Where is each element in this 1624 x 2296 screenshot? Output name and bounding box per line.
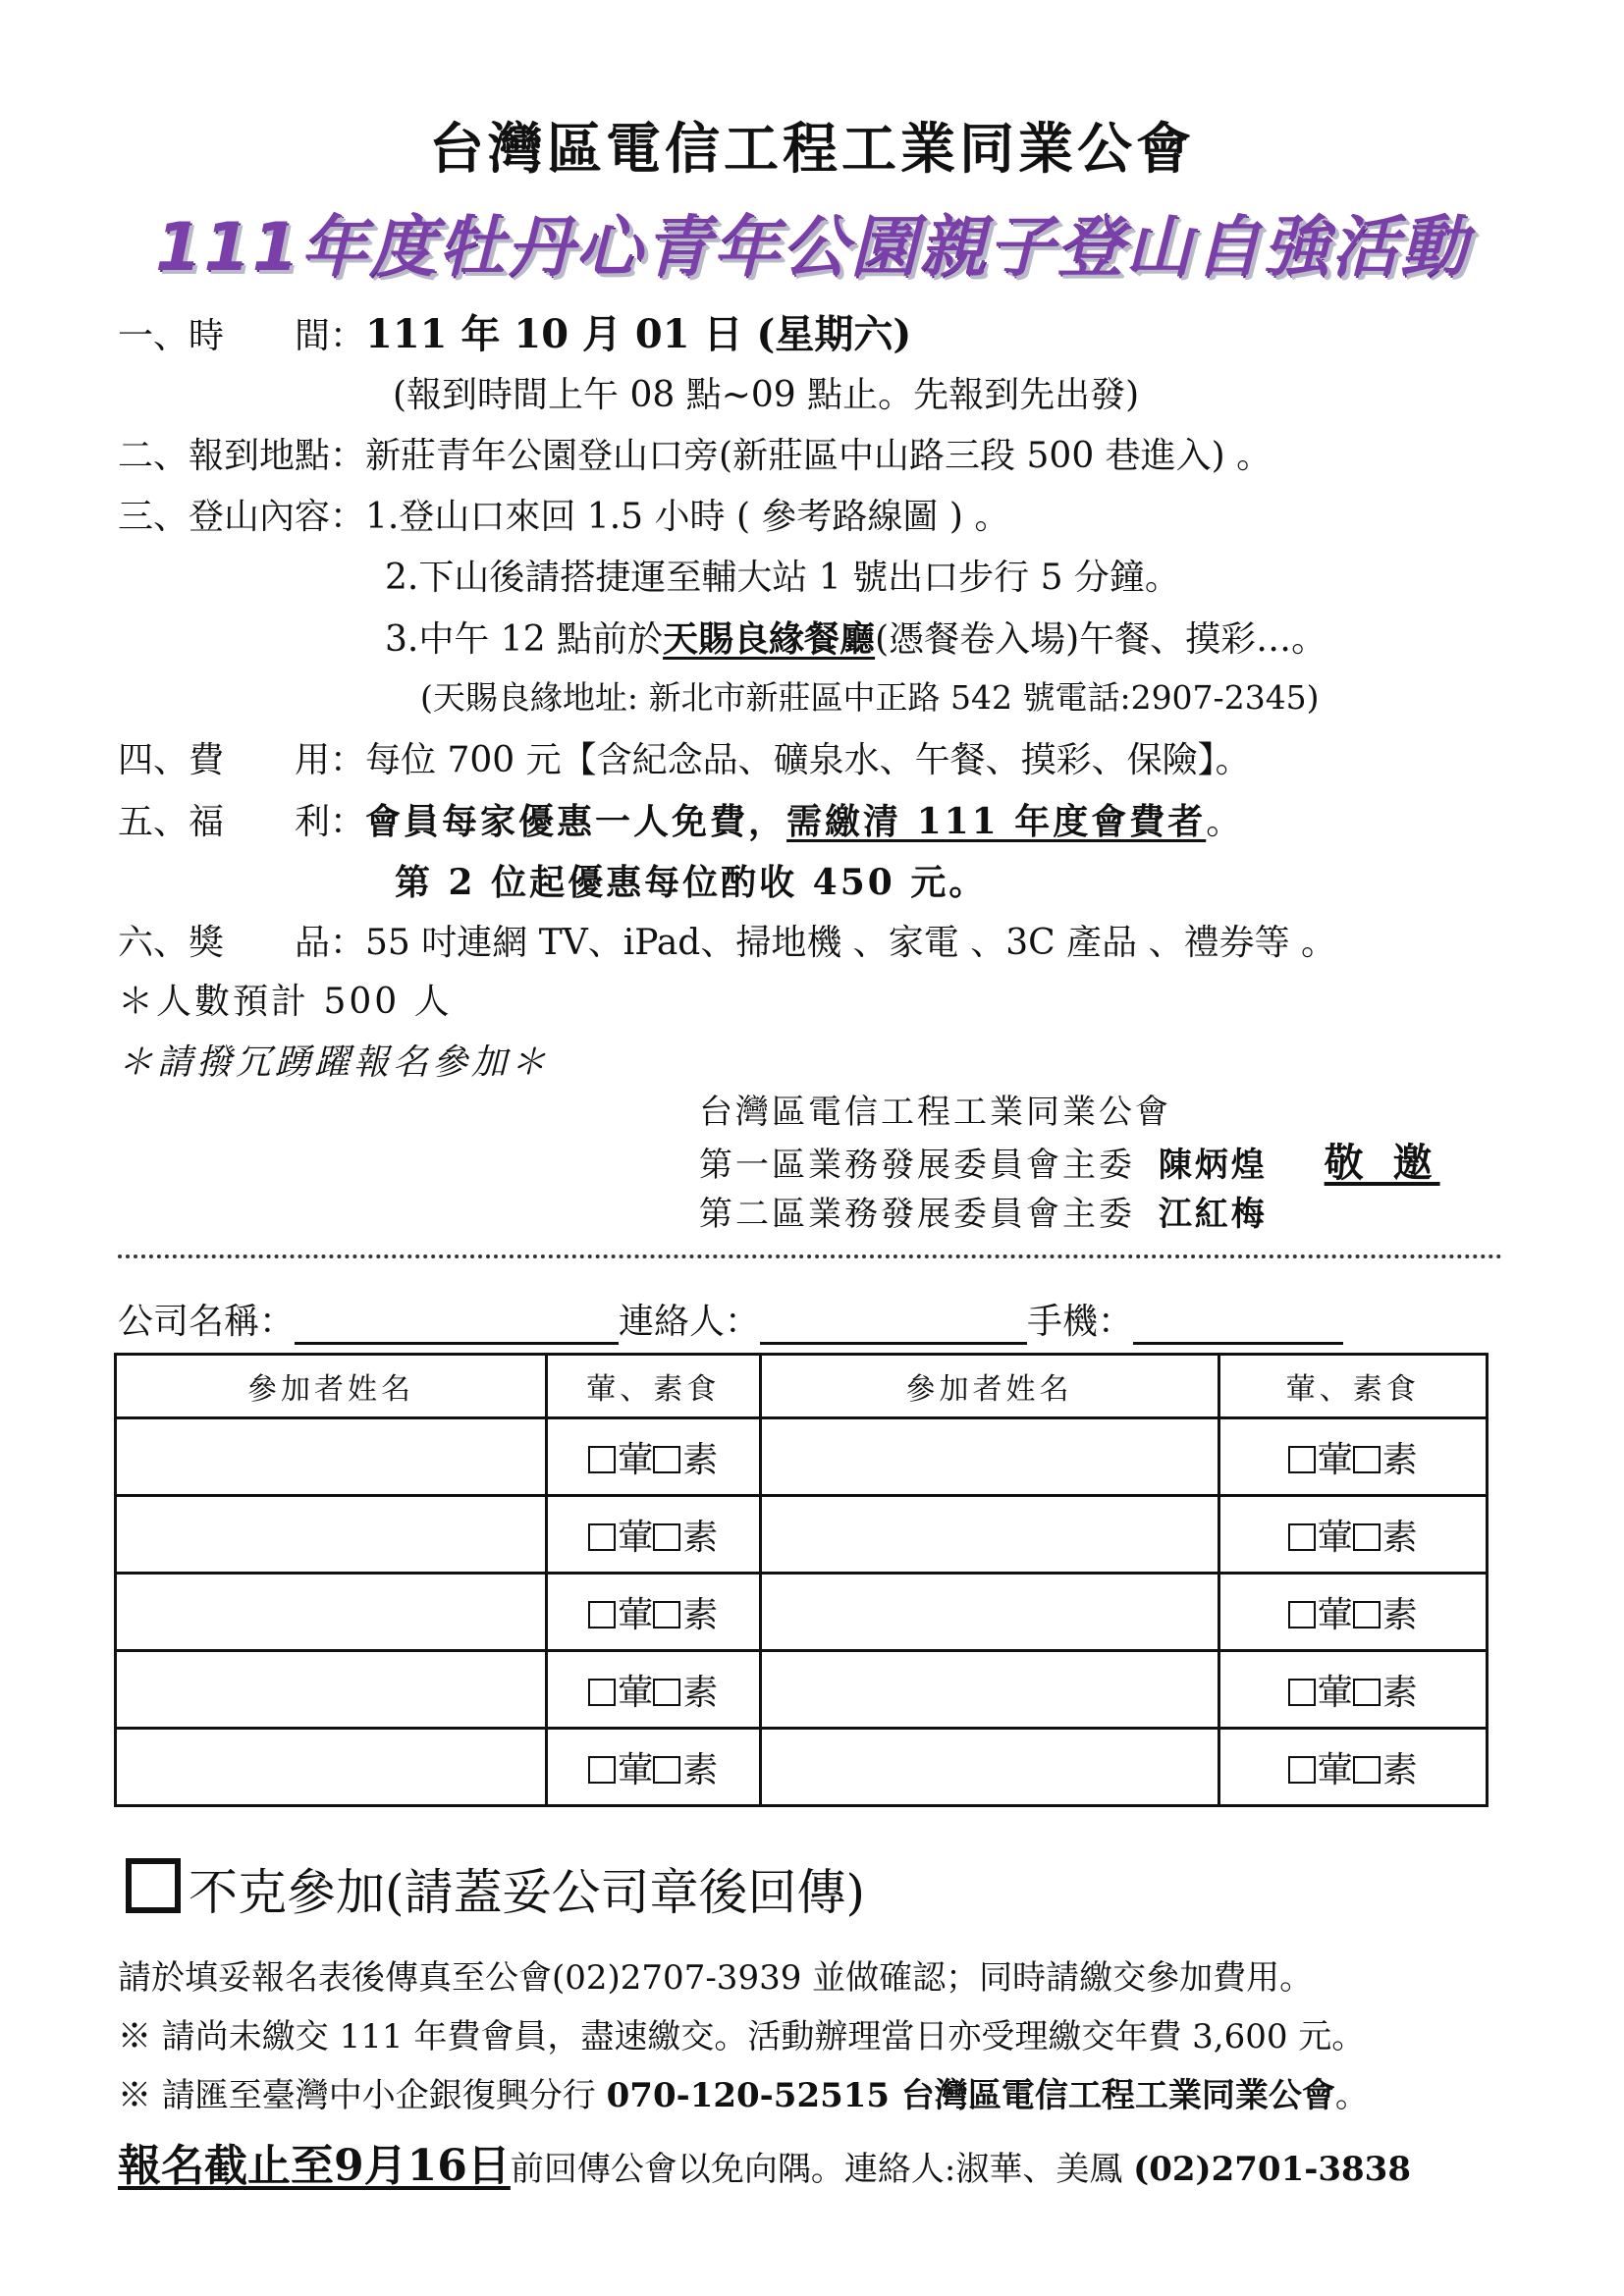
- participant-name-cell[interactable]: [116, 1729, 547, 1806]
- content-3-post: (憑餐卷入場)午餐、摸彩…。: [875, 619, 1327, 660]
- form-fields: [118, 1300, 1343, 1345]
- content-label: 三、登山內容：: [118, 497, 366, 537]
- table-row: [116, 1729, 1488, 1806]
- meat-label: 葷: [1317, 1749, 1353, 1790]
- benefit-requirement: 需繳清 111 年度會費者: [786, 801, 1207, 842]
- veg-label: 素: [1381, 1594, 1418, 1635]
- meat-label: 葷: [618, 1517, 654, 1558]
- prize-value: 55 吋連網 TV、iPad、掃地機 、家電 、3C 產品 、禮券等 。: [365, 923, 1337, 963]
- time-value: 111 年 10 月 01 日 (星期六): [365, 311, 912, 357]
- meat-label: 葷: [1317, 1439, 1353, 1480]
- contact-phone: (02)2701-3838: [1133, 2150, 1411, 2189]
- diet-cell: [546, 1729, 760, 1806]
- diet-cell: [546, 1418, 760, 1496]
- veg-label: 素: [1381, 1672, 1418, 1713]
- table-row: [116, 1418, 1488, 1496]
- prize-label: 六、獎 品：: [118, 923, 366, 963]
- meat-checkbox[interactable]: [1288, 1601, 1316, 1629]
- decline-label: 不克參加(請蓋妥公司章後回傳): [189, 1864, 866, 1921]
- cut-line: [118, 1255, 1502, 1258]
- registration-table: [114, 1353, 1489, 1807]
- signature-line-2: [699, 1192, 1268, 1237]
- decline-option: [126, 1853, 865, 1924]
- deadline-note: [118, 2130, 1411, 2193]
- content-3-pre: 3.中午 12 點前於: [385, 619, 664, 660]
- fee-value: 每位 700 元【含紀念品、礦泉水、午餐、摸彩、保險】。: [365, 740, 1251, 780]
- meat-label: 葷: [618, 1439, 654, 1480]
- diet-cell: [1218, 1729, 1488, 1806]
- meat-checkbox[interactable]: [588, 1446, 616, 1473]
- headcount: ＊人數預計 500 人: [118, 982, 453, 1022]
- veg-checkbox[interactable]: [653, 1601, 680, 1629]
- participant-name-cell[interactable]: [760, 1418, 1218, 1496]
- deadline-text: 前回傳公會以免向隅。連絡人:淑華、美鳳: [510, 2150, 1134, 2189]
- veg-checkbox[interactable]: [653, 1756, 680, 1784]
- item-time: [118, 312, 911, 359]
- benefit-end: 。: [1206, 802, 1242, 842]
- event-title: 111年度牡丹心青年公園親子登山自強活動: [155, 209, 1469, 287]
- diet-cell: [546, 1496, 760, 1574]
- mobile-field[interactable]: [1133, 1307, 1343, 1345]
- diet-cell: [546, 1574, 760, 1651]
- invitation: ＊請撥冗踴躍報名參加＊: [118, 1042, 551, 1083]
- diet-cell: [1218, 1418, 1488, 1496]
- diet-cell: [1218, 1496, 1488, 1574]
- participant-name-cell[interactable]: [760, 1729, 1218, 1806]
- meat-label: 葷: [1317, 1672, 1353, 1713]
- meat-checkbox[interactable]: [1288, 1523, 1316, 1551]
- meat-checkbox[interactable]: [588, 1756, 616, 1784]
- company-label: 公司名稱：: [118, 1302, 296, 1342]
- table-row: [116, 1574, 1488, 1651]
- veg-checkbox[interactable]: [653, 1446, 680, 1473]
- table-row: [116, 1496, 1488, 1574]
- meat-checkbox[interactable]: [588, 1679, 616, 1706]
- dues-note: ※ 請尚未繳交 111 年費會員，盡速繳交。活動辦理當日亦受理繳交年費 3,600 元。: [118, 2017, 1366, 2056]
- invitation-respectfully: 敬 邀: [1324, 1140, 1440, 1186]
- bank-note-end: 。: [1334, 2076, 1369, 2115]
- contact-field[interactable]: [760, 1307, 1027, 1345]
- signature-role-1: 第一區業務發展委員會主委: [699, 1146, 1135, 1185]
- fax-note: 請於填妥報名表後傳真至公會(02)2707-3939 並做確認；同時請繳交參加費用。: [118, 1958, 1314, 1998]
- veg-checkbox[interactable]: [1353, 1446, 1380, 1473]
- time-label: 一、時 間：: [118, 316, 366, 356]
- item-place: [118, 434, 1272, 479]
- item-fee: [118, 738, 1251, 783]
- veg-checkbox[interactable]: [653, 1679, 680, 1706]
- benefit-line-2: 第 2 位起優惠每位酌收 450 元。: [395, 862, 988, 903]
- participant-name-cell[interactable]: [116, 1574, 547, 1651]
- diet-cell: [1218, 1651, 1488, 1729]
- veg-checkbox[interactable]: [653, 1523, 680, 1551]
- veg-label: 素: [1381, 1439, 1418, 1480]
- diet-cell: [546, 1651, 760, 1729]
- content-line-2: 2.下山後請搭捷運至輔大站 1 號出口步行 5 分鐘。: [385, 558, 1180, 598]
- place-value: 新莊青年公園登山口旁(新莊區中山路三段 500 巷進入) 。: [365, 436, 1272, 476]
- signature-name-1: 陳炳煌: [1158, 1146, 1268, 1185]
- header-participant-name: 參加者姓名: [760, 1355, 1218, 1418]
- signature-org: 台灣區電信工程工業同業公會: [699, 1093, 1171, 1132]
- header-participant-name: 參加者姓名: [116, 1355, 547, 1418]
- contact-label: 連絡人：: [619, 1302, 761, 1342]
- time-note: (報到時間上午 08 點~09 點止。先報到先出發): [393, 375, 1140, 415]
- veg-label: 素: [682, 1594, 719, 1635]
- meat-label: 葷: [618, 1672, 654, 1713]
- signature-name-2: 江紅梅: [1158, 1195, 1268, 1234]
- organization-title: 台灣區電信工程工業同業公會: [429, 118, 1195, 182]
- table-row: [116, 1651, 1488, 1729]
- benefit-line-1: 會員每家優惠一人免費，: [365, 801, 787, 842]
- participant-name-cell[interactable]: [116, 1418, 547, 1496]
- meat-checkbox[interactable]: [1288, 1679, 1316, 1706]
- participant-name-cell[interactable]: [116, 1651, 547, 1729]
- meat-checkbox[interactable]: [1288, 1446, 1316, 1473]
- header-diet: 葷、素食: [546, 1355, 760, 1418]
- meat-label: 葷: [1317, 1594, 1353, 1635]
- deadline-date: 報名截止至9月16日: [118, 2141, 511, 2191]
- venue-name: 天賜良緣餐廳: [663, 618, 876, 660]
- meat-label: 葷: [1317, 1517, 1353, 1558]
- participant-name-cell[interactable]: [760, 1574, 1218, 1651]
- participant-name-cell[interactable]: [760, 1651, 1218, 1729]
- veg-checkbox[interactable]: [1353, 1756, 1380, 1784]
- veg-label: 素: [682, 1672, 719, 1713]
- meat-label: 葷: [618, 1594, 654, 1635]
- signature-role-2: 第二區業務發展委員會主委: [699, 1195, 1135, 1234]
- benefit-label: 五、福 利：: [118, 802, 366, 842]
- item-benefit: [118, 799, 1241, 845]
- company-field[interactable]: [295, 1307, 619, 1345]
- fee-label: 四、費 用：: [118, 740, 366, 780]
- veg-checkbox[interactable]: [1353, 1601, 1380, 1629]
- signature-line-1: [699, 1141, 1440, 1188]
- table-header-row: [116, 1355, 1488, 1418]
- veg-label: 素: [682, 1439, 719, 1480]
- veg-checkbox[interactable]: [1353, 1679, 1380, 1706]
- bank-account: 070-120-52515 台灣區電信工程工業同業公會: [606, 2076, 1335, 2115]
- bank-note-pre: ※ 請匯至臺灣中小企銀復興分行: [118, 2076, 607, 2115]
- item-prize: [118, 921, 1336, 966]
- item-content: [118, 495, 1009, 540]
- veg-label: 素: [1381, 1517, 1418, 1558]
- participant-name-cell[interactable]: [760, 1496, 1218, 1574]
- diet-cell: [1218, 1574, 1488, 1651]
- header-diet: 葷、素食: [1218, 1355, 1488, 1418]
- veg-label: 素: [682, 1517, 719, 1558]
- mobile-label: 手機：: [1027, 1302, 1134, 1342]
- place-label: 二、報到地點：: [118, 436, 366, 476]
- venue-address: (天賜良緣地址: 新北市新莊區中正路 542 號電話:2907-2345): [420, 678, 1320, 717]
- meat-checkbox[interactable]: [588, 1601, 616, 1629]
- content-line-3: [385, 616, 1326, 663]
- bank-note: [118, 2073, 1369, 2118]
- decline-checkbox[interactable]: [126, 1858, 181, 1913]
- veg-label: 素: [682, 1749, 719, 1790]
- meat-checkbox[interactable]: [588, 1523, 616, 1551]
- meat-checkbox[interactable]: [1288, 1756, 1316, 1784]
- veg-checkbox[interactable]: [1353, 1523, 1380, 1551]
- veg-label: 素: [1381, 1749, 1418, 1790]
- meat-label: 葷: [618, 1749, 654, 1790]
- content-line-1: 1.登山口來回 1.5 小時 ( 參考路線圖 ) 。: [365, 497, 1010, 537]
- participant-name-cell[interactable]: [116, 1496, 547, 1574]
